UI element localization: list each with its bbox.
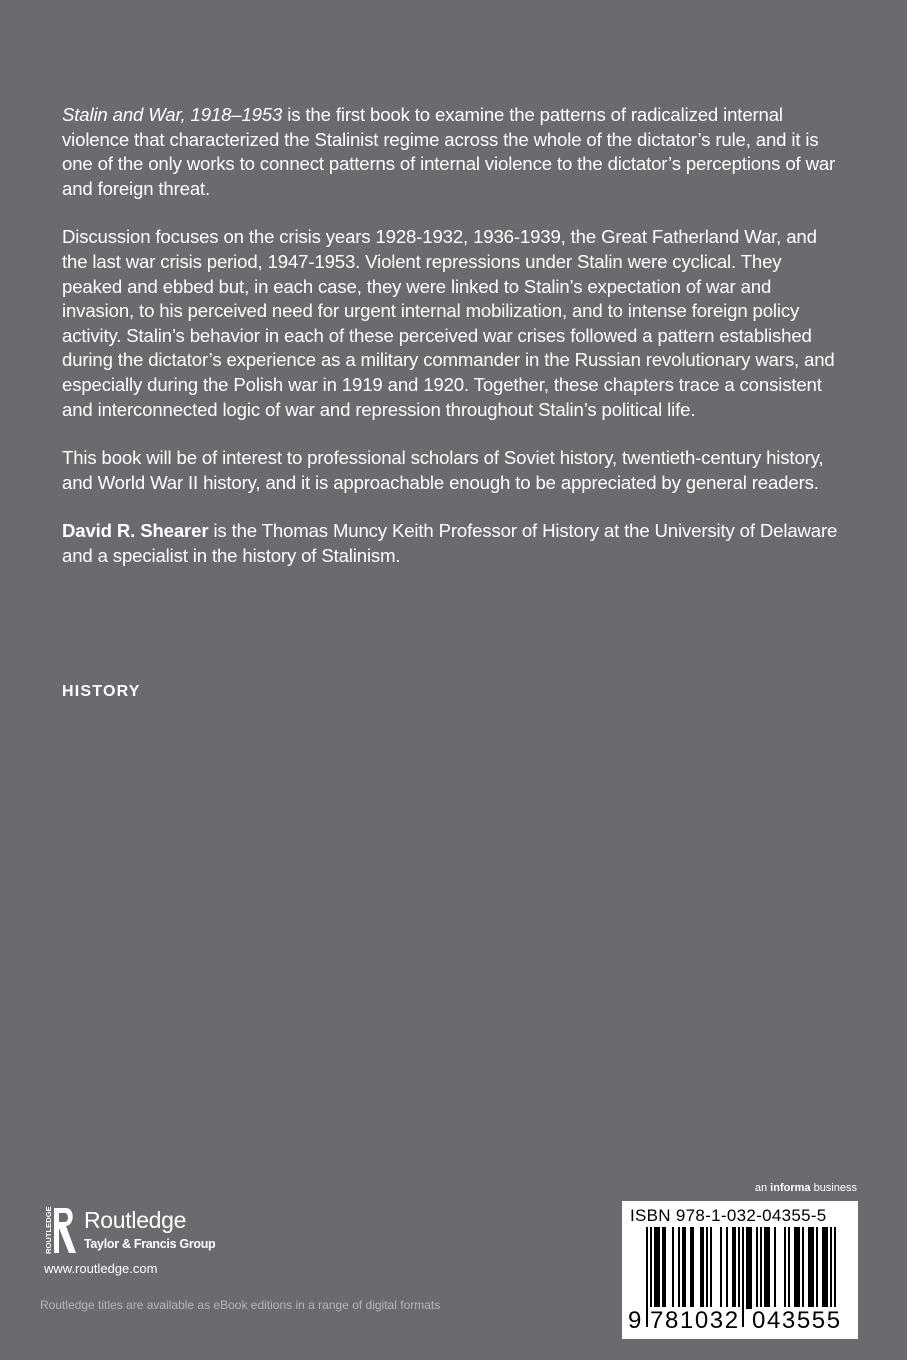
logo-vertical-text: ROUTLEDGE bbox=[44, 1206, 53, 1254]
barcode-bar bbox=[732, 1227, 734, 1309]
barcode-bar bbox=[684, 1227, 686, 1309]
barcode-bar bbox=[824, 1227, 826, 1309]
barcode-bar bbox=[702, 1227, 704, 1309]
barcode-bar bbox=[802, 1227, 804, 1309]
barcode-bar bbox=[756, 1227, 758, 1309]
author-bio bbox=[62, 519, 842, 568]
barcode-bar bbox=[822, 1227, 824, 1309]
author-name: David R. Shearer bbox=[62, 520, 209, 542]
barcode-bar bbox=[662, 1227, 664, 1309]
barcode-bar bbox=[664, 1227, 666, 1309]
barcode-bar bbox=[656, 1227, 658, 1309]
barcode-bar bbox=[766, 1227, 768, 1309]
barcode-bar bbox=[798, 1227, 800, 1309]
barcode-bar bbox=[764, 1227, 766, 1309]
barcode-bar bbox=[726, 1227, 728, 1309]
barcode-bar bbox=[788, 1227, 790, 1309]
barcode-bar bbox=[826, 1227, 828, 1309]
barcode-digits-left: 781032 bbox=[650, 1307, 740, 1334]
routledge-logo-icon bbox=[44, 1206, 78, 1256]
barcode-bar bbox=[774, 1227, 776, 1309]
barcode-digits bbox=[622, 1307, 858, 1335]
description-paragraph-1-text: is the first book to examine the patterns of radicalized internal violence that characterized the Stalinist regime across the whole of the dictator’s rule, and it is one of the only works to connect patterns of internal violence to the dictator’s perceptions of war and foreign threat. bbox=[62, 104, 836, 199]
publisher-logo bbox=[44, 1206, 284, 1256]
description-paragraph-3: This book will be of interest to professional scholars of Soviet history, twentieth-century history, and World War II history, and it is approachable enough to be appreciated by general readers. bbox=[62, 447, 824, 493]
back-cover-blurb bbox=[62, 103, 842, 593]
isbn-barcode bbox=[622, 1201, 858, 1339]
book-title: Stalin and War, 1918–1953 bbox=[62, 104, 283, 125]
subject-category: HISTORY bbox=[62, 683, 141, 700]
description-paragraph-2: Discussion focuses on the crisis years 1928-1932, 1936-1939, the Great Fatherland War, and the last war crisis period, 1947-1953. Violent repressions under Stalin were cyclical. They peaked and ebbed but, in each case, they were linked to Stalin’s expectation of war and invasion, to his perceived need for urgent internal mobilization, and to intense foreign policy activity. Stalin’s behavior in each of these perceived war crises followed a pattern established during the dictator’s experience as a military commander in the Russian revolutionary wars, and especially during the Polish war in 1919 and 1920. Together, these chapters trace a consistent and interconnected logic of war and repression throughout Stalin’s political life. bbox=[62, 226, 835, 420]
barcode-bar bbox=[784, 1227, 786, 1309]
barcode-digit-first: 9 bbox=[628, 1307, 643, 1334]
barcode-bar bbox=[810, 1227, 812, 1309]
informa-suffix: business bbox=[810, 1182, 857, 1194]
author-bio-text: is the Thomas Muncy Keith Professor of History at the University of Delaware and a specialist in the history of Stalinism. bbox=[62, 520, 838, 566]
barcode-bar bbox=[700, 1227, 702, 1309]
barcode-bar bbox=[750, 1227, 752, 1309]
barcode-bar bbox=[734, 1227, 736, 1309]
publisher-group: Taylor & Francis Group bbox=[84, 1237, 216, 1251]
barcode-bar bbox=[710, 1227, 712, 1309]
informa-prefix: an bbox=[754, 1182, 771, 1194]
barcode-bar bbox=[812, 1227, 814, 1309]
barcode-digits-right: 043555 bbox=[752, 1307, 842, 1334]
barcode-bar bbox=[794, 1227, 796, 1309]
publisher-name: Routledge bbox=[84, 1207, 187, 1233]
barcode-bar bbox=[654, 1227, 656, 1309]
barcode-bar bbox=[678, 1227, 680, 1309]
informa-brand: informa bbox=[770, 1182, 811, 1194]
barcode-bar bbox=[672, 1227, 674, 1309]
barcode-bar bbox=[796, 1227, 798, 1309]
barcode-bar bbox=[692, 1227, 694, 1309]
barcode-bar bbox=[682, 1227, 684, 1309]
barcode-bar bbox=[720, 1227, 722, 1309]
publisher-website[interactable]: www.routledge.com bbox=[44, 1261, 158, 1276]
ebook-availability-note: Routledge titles are available as eBook editions in a range of digital formats bbox=[40, 1298, 441, 1312]
barcode-bar bbox=[706, 1227, 708, 1309]
barcode-bar bbox=[658, 1227, 660, 1309]
description-paragraph-1 bbox=[62, 103, 842, 201]
barcode-bar bbox=[748, 1227, 750, 1309]
barcode-bar bbox=[768, 1227, 770, 1309]
barcode-bar bbox=[746, 1227, 748, 1309]
informa-business-tag bbox=[755, 1182, 857, 1194]
barcode-bar bbox=[690, 1227, 692, 1309]
barcode-bar bbox=[760, 1227, 762, 1309]
barcode-bar bbox=[816, 1227, 818, 1309]
isbn-label: ISBN 978-1-032-04355-5 bbox=[630, 1206, 827, 1225]
barcode-bar bbox=[808, 1227, 810, 1309]
